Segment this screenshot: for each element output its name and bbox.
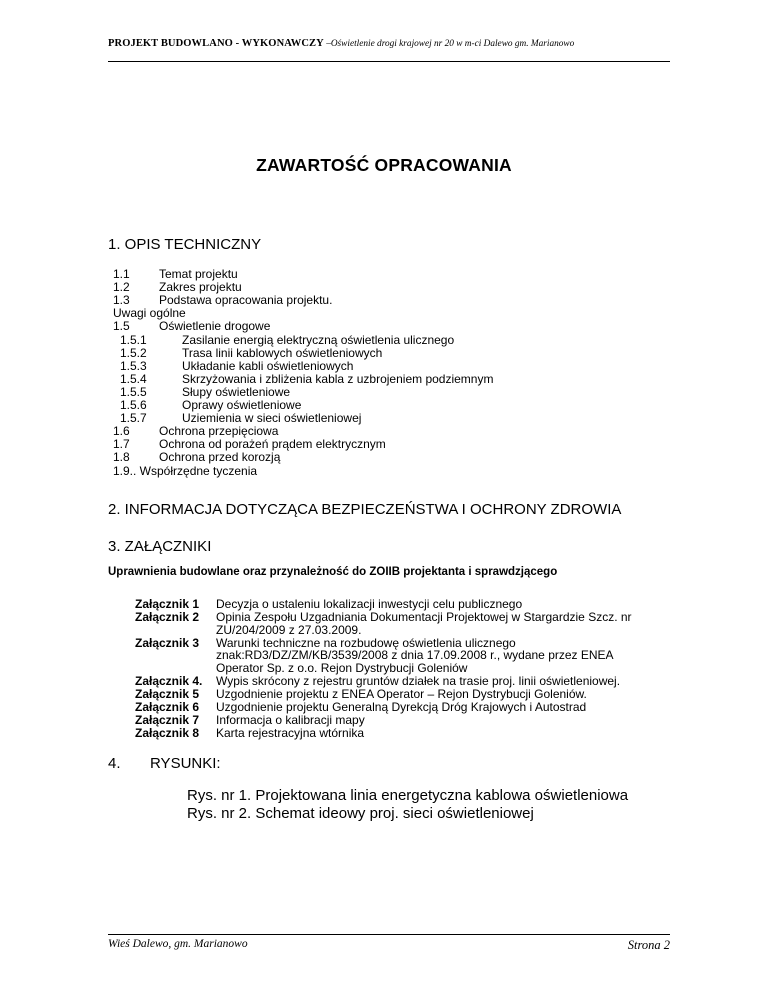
toc-item-number: 1.5.6 [120,398,147,412]
attachment-item [135,624,675,637]
toc-item [113,425,613,438]
page-title: ZAWARTOŚĆ OPRACOWANIA [256,155,512,175]
toc-item-number: 1.7 [113,437,130,452]
toc-item-label: Trasa linii kablowych oświetleniowych [182,345,383,360]
section-3-heading: 3. ZAŁĄCZNIKI [108,538,212,555]
attachment-text: Wypis skrócony z rejestru gruntów działek na trasie proj. linii oświetleniowej. [216,674,621,689]
attachment-label: Załącznik 6 [135,699,200,714]
toc-item-label: Uziemienia w sieci oświetleniowej [182,411,362,426]
header-project-title: –Oświetlenie drogi krajowej nr 20 w m-ci Dalewo gm. Marianowo [326,39,575,49]
attachment-label: Załącznik 2 [135,609,200,624]
toc-item-label: Podstawa opracowania projektu. [159,293,333,308]
toc-item-label: Układanie kabli oświetleniowych [182,358,354,373]
toc-item [120,334,620,347]
header-divider [108,61,670,62]
toc-item-label: Skrzyżowania i zbliżenia kabla z uzbrojeniem podziemnym [182,371,494,386]
toc-item-label: Ochrona przed korozją [159,450,281,465]
attachment-item [135,611,675,624]
toc-item-number: 1.1 [113,267,130,281]
attachment-label: Załącznik 7 [135,712,200,727]
toc-item [113,438,613,451]
attachment-label: Załącznik 4. [135,674,203,689]
drawing-2: Rys. nr 2. Schemat ideowy proj. sieci oświetleniowej [187,805,534,822]
toc-item-label: Temat projektu [159,267,238,281]
attachment-text: ZU/204/2009 z 27.03.2009. [216,622,362,637]
header-project-type: PROJEKT BUDOWLANO - WYKONAWCZY [108,38,327,49]
toc-item-label: 1.9.. Współrzędne tyczenia [113,463,258,478]
toc-item-label: Ochrona przepięciowa [159,424,279,439]
toc-item [113,268,613,281]
toc-item [113,281,613,294]
toc-item [120,412,620,425]
attachment-text: Uzgodnienie projektu Generalną Dyrekcją Dróg Krajowych i Autostrad [216,699,587,714]
toc-item [113,307,613,320]
toc-item-label: Uwagi ogólne [113,306,186,321]
toc-item-label: Zasilanie energią elektryczną oświetlenia ulicznego [182,332,455,347]
toc-item [120,360,620,373]
footer-divider [108,934,670,935]
footer-page-number: Strona 2 [627,938,670,952]
attachment-text: Decyzja o ustaleniu lokalizacji inwestycji celu publicznego [216,597,523,611]
toc-item-number: 1.5.4 [120,371,147,386]
drawing-1: Rys. nr 1. Projektowana linia energetyczna kablowa oświetleniowa [187,787,629,804]
footer-location: Wieś Dalewo, gm. Marianowo [108,938,248,950]
section-4-number: 4. [108,755,121,772]
attachment-text: znak:RD3/DZ/ZM/KB/3539/2008 z dnia 17.09.2008 r., wydane przez ENEA [216,648,614,663]
toc-item [120,373,620,386]
toc-item-number: 1.5.3 [120,358,147,373]
toc-item-number: 1.5 [113,319,130,334]
attachment-item [135,727,675,740]
toc-item-label: Słupy oświetleniowe [182,384,291,399]
toc-item-label: Zakres projektu [159,280,242,295]
toc-item-number: 1.5.1 [120,332,147,347]
attachment-label: Załącznik 3 [135,635,200,650]
attachment-item [135,688,675,701]
section-2-heading: 2. INFORMACJA DOTYCZĄCA BEZPIECZEŃSTWA I OCHRONY ZDROWIA [108,501,622,518]
attachment-text: Karta rejestracyjna wtórnika [216,725,365,740]
toc-item [120,347,620,360]
section-1-heading: 1. OPIS TECHNICZNY [108,236,262,253]
toc-item-number: 1.5.5 [120,384,147,399]
attachment-item [135,701,675,714]
attachment-label: Załącznik 5 [135,686,200,701]
section-4-heading: RYSUNKI: [150,755,221,772]
attachment-item [135,714,675,727]
attachment-label: Załącznik 8 [135,725,200,740]
uprawnienia-line: Uprawnienia budowlane oraz przynależność do ZOIIB projektanta i sprawdzjącego [108,566,558,578]
toc-item-label: Oświetlenie drogowe [159,319,271,334]
toc-item [120,399,620,412]
toc-item-number: 1.2 [113,280,130,295]
attachment-label: Załącznik 1 [135,597,200,611]
toc-item [113,294,613,307]
toc-item-number: 1.5.7 [120,411,147,426]
toc-item [113,465,613,478]
toc-item-number: 1.6 [113,424,130,439]
attachment-text: Operator Sp. z o.o. Rejon Dystrybucji Goleniów [216,661,468,676]
toc-item-label: Ochrona od porażeń prądem elektrycznym [159,437,386,452]
page-header [108,38,670,49]
toc-item-number: 1.3 [113,293,130,308]
toc-item-number: 1.5.2 [120,345,147,360]
attachment-text: Opinia Zespołu Uzgadniania Dokumentacji Projektowej w Stargardzie Szcz. nr [216,609,632,624]
toc-item-number: 1.8 [113,450,130,465]
toc-item-label: Oprawy oświetleniowe [182,398,302,412]
toc-item [113,320,613,333]
attachment-text: Informacja o kalibracji mapy [216,712,365,727]
attachment-text: Warunki techniczne na rozbudowę oświetlenia ulicznego [216,635,516,650]
attachment-text: Uzgodnienie projektu z ENEA Operator – Rejon Dystrybucji Goleniów. [216,686,587,701]
toc-item [120,386,620,399]
toc-item [113,451,613,464]
